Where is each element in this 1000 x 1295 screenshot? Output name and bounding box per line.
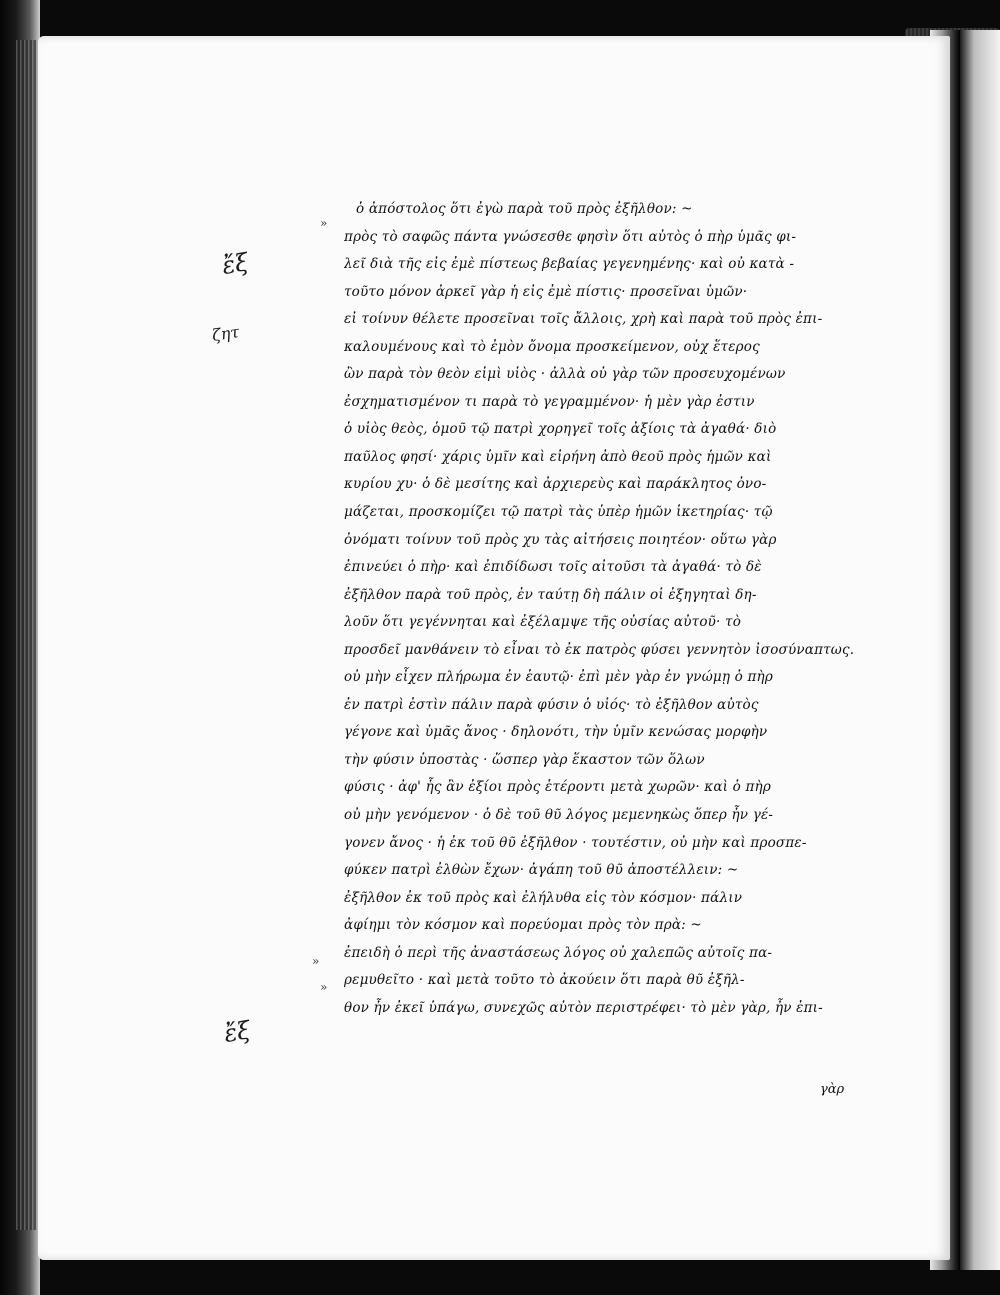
quote-mark-3: » (320, 980, 327, 994)
text-line: ἐπειδὴ ὁ περὶ τῆς ἀναστάσεως λόγος οὐ χαλεπῶς αὐτοῖς πα- (344, 944, 773, 961)
text-line: προσδεῖ μανθάνειν τὸ εἶναι τὸ ἐκ πατρὸς φύσει γεννητὸν ἰσοσύναπτως. (344, 641, 855, 658)
text-line: εἰ τοίνυν θέλετε προσεῖναι τοῖς ἄλλοις, χρὴ καὶ παρὰ τοῦ πρὸς ἐπι- (344, 311, 823, 328)
text-line: θον ἦν ἐκεῖ ὑπάγω, συνεχῶς αὐτὸν περιστρέφει· τὸ μὲν γὰρ, ἦν ἐπι- (344, 999, 823, 1016)
text-line: κυρίου χυ· ὁ δὲ μεσίτης καὶ ἀρχιερεὺς καὶ παράκλητος ὀνο- (344, 476, 767, 493)
text-line: καλουμένους καὶ τὸ ἐμὸν ὄνομα προσκείμενον, οὐχ ἕτερος (344, 338, 760, 355)
catchword: γὰρ (820, 1082, 845, 1097)
text-line: λεῖ διὰ τῆς εἰς ἐμὲ πίστεως βεβαίας γεγενημένης· καὶ οὐ κατὰ - (344, 256, 795, 273)
text-line: ἐξῆλθον ἐκ τοῦ πρὸς καὶ ἐλήλυθα εἰς τὸν κόσμον· πάλιν (344, 889, 743, 906)
text-line: ὁ ἀπόστολος ὅτι ἐγὼ παρὰ τοῦ πρὸς ἐξῆλθον: ~ (356, 201, 693, 217)
text-line: ὢν παρὰ τὸν θεὸν εἰμὶ υἱὸς · ἀλλὰ οὐ γὰρ τῶν προσευχομένων (344, 366, 786, 383)
text-line: γέγονε καὶ ὑμᾶς ἄνος · δηλονότι, τὴν ὑμῖν κενώσας μορφὴν (344, 724, 768, 741)
text-line: ἀφίημι τὸν κόσμον καὶ πορεύομαι πρὸς τὸν πρὰ: ~ (344, 917, 702, 934)
text-line: φύκεν πατρὶ ἐλθὼν ἔχων· ἀγάπη τοῦ θῦ ἀποστέλλειν: ~ (344, 862, 739, 879)
text-line: φύσις · ἀφ' ἧς ἂν ἐξίοι πρὸς ἑτέροντι μετὰ χωρῶν· καὶ ὁ πὴρ (344, 779, 771, 796)
text-line: τὴν φύσιν ὑποστὰς · ὥσπερ γὰρ ἕκαστον τῶν ὅλων (344, 751, 705, 768)
page-edges (16, 40, 36, 1230)
margin-note-2: ζητ (210, 322, 241, 345)
text-line: λοῦν ὅτι γεγέννηται καὶ ἐξέλαμψε τῆς οὐσίας αὐτοῦ· τὸ (344, 614, 742, 631)
margin-note-1: ἔξ (219, 247, 251, 281)
facing-page-edge (960, 30, 1000, 1270)
text-line: ὁ υἱὸς θεὸς, ὁμοῦ τῷ πατρὶ χορηγεῖ τοῖς ἀξίοις τὰ ἀγαθά· διὸ (344, 421, 777, 438)
text-line: ὀνόματι τοίνυν τοῦ πρὸς χυ τὰς αἰτήσεις ποιητέον· οὕτω γὰρ (344, 531, 777, 548)
text-line: ρεμυθεῖτο · καὶ μετὰ τοῦτο τὸ ἀκούειν ὅτι παρὰ θῦ ἐξῆλ- (344, 972, 745, 989)
text-line: γονεν ἄνος · ἡ ἐκ τοῦ θῦ ἐξῆλθον · τουτέστιν, οὐ μὴν καὶ προσπε- (344, 834, 807, 851)
text-line: παῦλος φησί· χάρις ὑμῖν καὶ εἰρήνη ἀπὸ θεοῦ πρὸς ἡμῶν καὶ (344, 448, 772, 465)
text-line: ἐξῆλθον παρὰ τοῦ πρὸς, ἐν ταύτῃ δὴ πάλιν οἱ ἐξηγηταὶ δη- (344, 586, 757, 603)
quote-mark-1: » (320, 216, 327, 230)
text-line: οὐ μὴν γενόμενον · ὁ δὲ τοῦ θῦ λόγος μεμενηκὼς ὅπερ ἦν γέ- (344, 807, 774, 824)
text-line: ἐπινεύει ὁ πὴρ· καὶ ἐπιδίδωσι τοῖς αἰτοῦσι τὰ ἀγαθά· τὸ δὲ (344, 559, 762, 576)
margin-note-3: ἔξ (221, 1015, 253, 1049)
text-line: μάζεται, προσκομίζει τῷ πατρὶ τὰς ὑπὲρ ἡμῶν ἱκετηρίας· τῷ (344, 504, 773, 521)
quote-mark-2: » (312, 954, 319, 968)
text-line: ἐν πατρὶ ἐστὶν πάλιν παρὰ φύσιν ὁ υἱός· τὸ ἐξῆλθον αὐτὸς (344, 696, 759, 713)
text-line: πρὸς τὸ σαφῶς πάντα γνώσεσθε φησὶν ὅτι αὐτὸς ὁ πὴρ ὑμᾶς φι- (344, 228, 797, 245)
text-line: οὐ μὴν εἶχεν πλήρωμα ἐν ἑαυτῷ· ἐπὶ μὲν γὰρ ἐν γνώμῃ ὁ πὴρ (344, 669, 773, 686)
text-block (344, 196, 864, 1022)
text-line: τοῦτο μόνον ἀρκεῖ γὰρ ἡ εἰς ἐμὲ πίστις· προσεῖναι ὑμῶν· (344, 283, 748, 300)
text-line: ἐσχηματισμένον τι παρὰ τὸ γεγραμμένον· ἡ μὲν γὰρ ἐστιν (344, 393, 755, 410)
